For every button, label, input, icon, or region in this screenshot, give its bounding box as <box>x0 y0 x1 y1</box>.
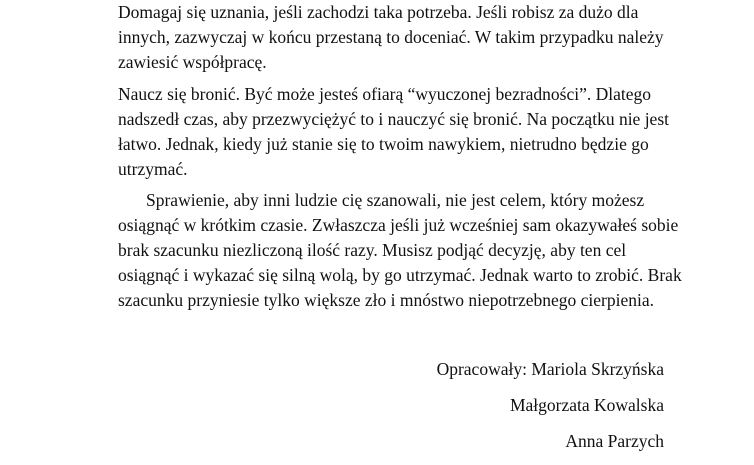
signature-line: Opracowały: Mariola Skrzyńska <box>436 359 664 379</box>
signatures-block <box>344 357 664 465</box>
text-line: szacunku przyniesie tylko większe zło i mnóstwo niepotrzebnego cierpienia. <box>118 290 655 310</box>
paragraph-respect <box>118 188 682 313</box>
signature-line: Anna Parzych <box>565 431 664 451</box>
text-line: Naucz się bronić. Być może jesteś ofiarą “wyuczonej bezradności”. Dlatego <box>118 84 652 104</box>
signature-line: Małgorzata Kowalska <box>509 395 664 415</box>
text-line: łatwo. Jednak, kiedy już stanie się to twoim nawykiem, nietrudno będzie go <box>118 134 649 154</box>
text-line: zawiesić współpracę. <box>118 52 267 72</box>
text-line: osiągnąć w krótkim czasie. Zwłaszcza jeśli już wcześniej sam okazywałeś sobie <box>118 215 679 235</box>
text-line: innych, zazwyczaj w końcu przestaną to doceniać. W takim przypadku należy <box>118 27 664 47</box>
paragraph-defend-yourself <box>118 82 678 182</box>
text-line: Sprawienie, aby inni ludzie cię szanowali, nie jest celem, który możesz <box>146 190 645 210</box>
text-line: osiągnąć i wykazać się silną wolą, by go utrzymać. Jednak warto to zrobić. Brak <box>118 265 682 285</box>
text-line: utrzymać. <box>118 159 188 179</box>
paragraph-recognition <box>118 0 678 75</box>
text-line: brak szacunku niezliczoną ilość razy. Musisz podjąć decyzję, aby ten cel <box>118 240 627 260</box>
text-line: nadszedł czas, aby przezwyciężyć to i nauczyć się bronić. Na początku nie jest <box>118 109 669 129</box>
text-line: Domagaj się uznania, jeśli zachodzi taka potrzeba. Jeśli robisz za dużo dla <box>118 2 639 22</box>
